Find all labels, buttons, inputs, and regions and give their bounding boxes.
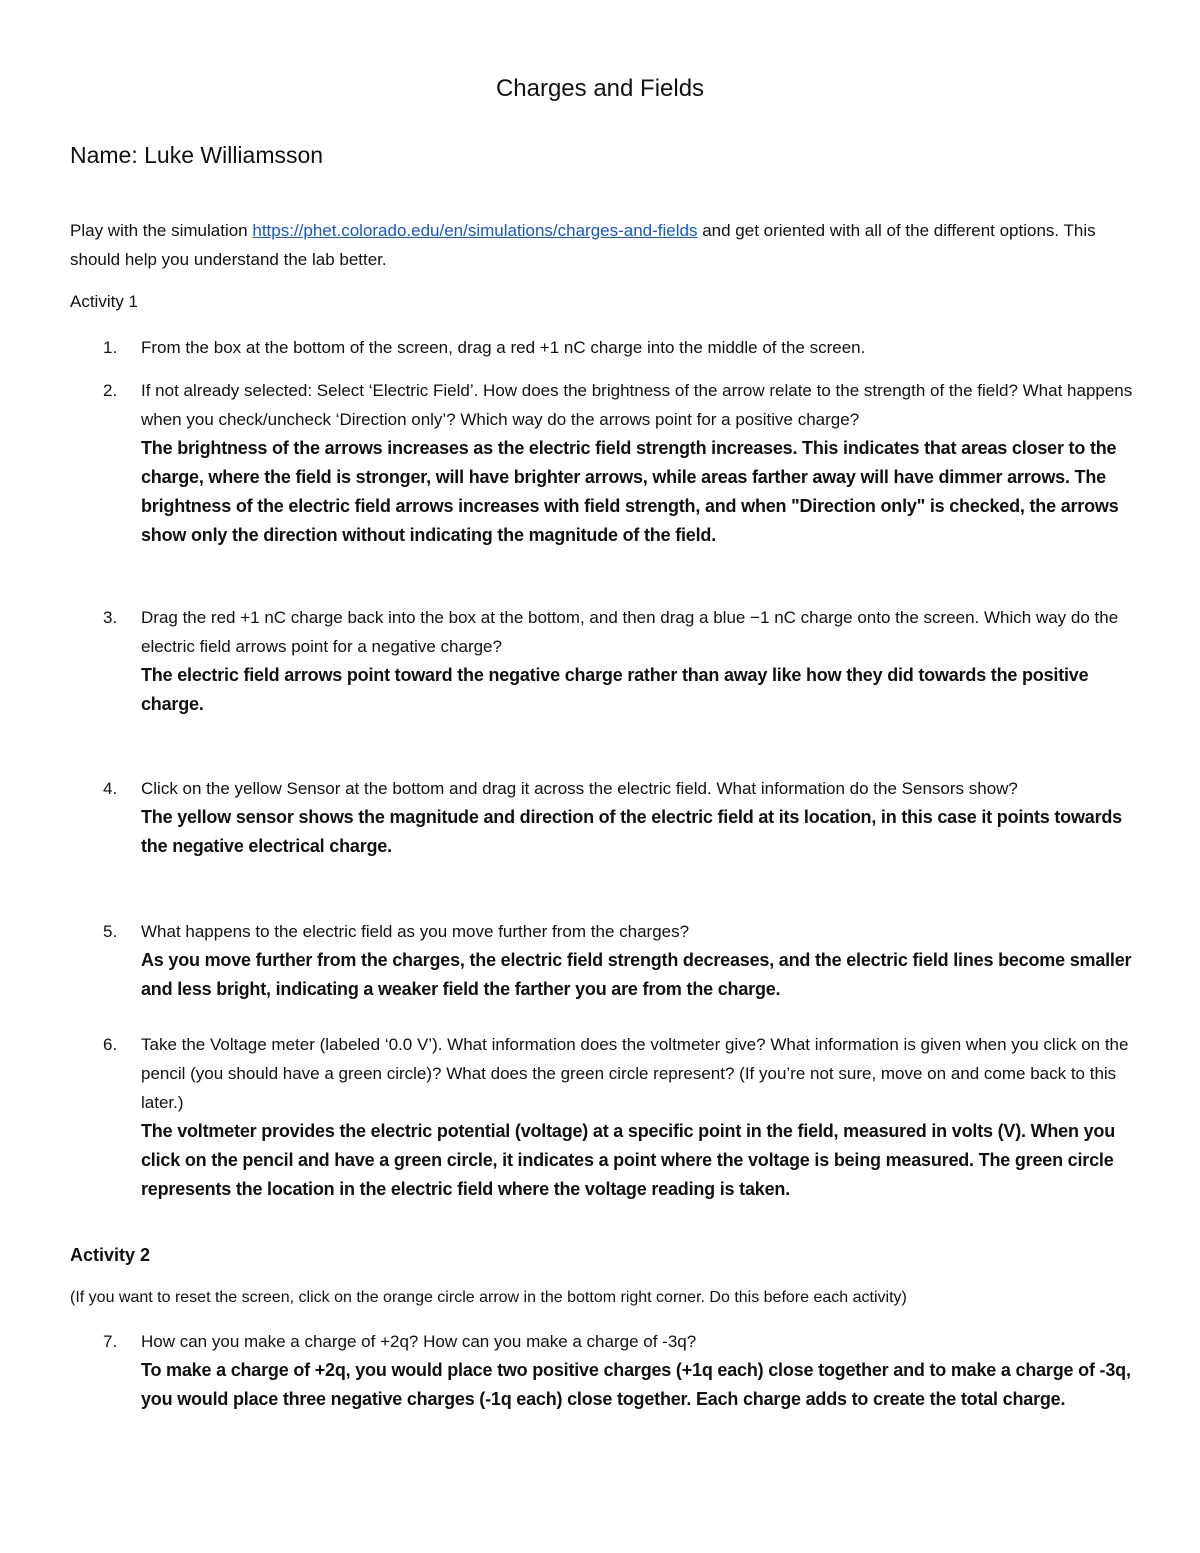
intro-text-after: and get oriented with all of the different options. This should help you understand the lab better. xyxy=(70,221,1096,269)
list-item xyxy=(70,774,1140,861)
item-number: 5. xyxy=(103,922,118,941)
item-number: 2. xyxy=(103,381,118,400)
item-answer: The yellow sensor shows the magnitude and direction of the electric field at its location, in this case it points towards the negative electrical charge. xyxy=(141,807,1122,856)
item-number: 1. xyxy=(103,338,118,357)
item-question: Drag the red +1 nC charge back into the box at the bottom, and then drag a blue −1 nC charge onto the screen. Which way do the electric field arrows point for a negative charge? xyxy=(141,608,1119,656)
list-item xyxy=(70,917,1140,1004)
document-title: Charges and Fields xyxy=(495,75,705,102)
item-number: 4. xyxy=(103,779,118,798)
list-item xyxy=(70,1327,1140,1414)
item-question: Take the Voltage meter (labeled ‘0.0 V’). What information does the voltmeter give? What information is given when you click on the pencil (you should have a green circle)? What does the green circle represent? (If you’re not sure, move on and come back to this later.) xyxy=(141,1035,1129,1112)
item-question: What happens to the electric field as you move further from the charges? xyxy=(141,922,690,941)
item-question: From the box at the bottom of the screen, drag a red +1 nC charge into the middle of the screen. xyxy=(141,338,866,357)
item-question: How can you make a charge of +2q? How can you make a charge of -3q? xyxy=(141,1332,697,1351)
item-answer: To make a charge of +2q, you would place two positive charges (+1q each) close together and to make a charge of -3q, you would place three negative charges (-1q each) close together. Each charge adds to create the total charge. xyxy=(141,1360,1131,1409)
activity-2-note: (If you want to reset the screen, click on the orange circle arrow in the bottom right corner. Do this before each activity) xyxy=(70,1289,907,1306)
list-item xyxy=(70,603,1140,719)
item-number: 3. xyxy=(103,608,118,627)
activity-2-heading: Activity 2 xyxy=(70,1245,151,1265)
list-item xyxy=(70,376,1140,550)
item-number: 6. xyxy=(103,1035,118,1054)
item-answer: As you move further from the charges, the electric field strength decreases, and the electric field lines become smaller and less bright, indicating a weaker field the farther you are from the charge. xyxy=(141,950,1132,999)
intro-paragraph xyxy=(70,216,1140,274)
item-answer: The electric field arrows point toward the negative charge rather than away like how they did towards the positive charge. xyxy=(141,665,1089,714)
intro-text-before: Play with the simulation xyxy=(70,221,253,240)
item-question: Click on the yellow Sensor at the bottom and drag it across the electric field. What information do the Sensors show? xyxy=(141,779,1018,798)
list-item xyxy=(70,1030,1140,1204)
list-item xyxy=(70,333,1140,362)
item-answer: The brightness of the arrows increases as the electric field strength increases. This indicates that areas closer to the charge, where the field is stronger, will have brighter arrows, while areas farther away will have dimmer arrows. The brightness of the electric field arrows increases with field strength, and when "Direction only" is checked, the arrows show only the direction without indicating the magnitude of the field. xyxy=(141,438,1119,545)
activity-1-heading: Activity 1 xyxy=(70,292,139,311)
item-answer: The voltmeter provides the electric potential (voltage) at a specific point in the field, measured in volts (V). When you click on the pencil and have a green circle, it indicates a point where the voltage is being measured. The green circle represents the location in the electric field where the voltage reading is taken. xyxy=(141,1121,1115,1199)
simulation-link[interactable]: https://phet.colorado.edu/en/simulations/charges-and-fields xyxy=(252,221,698,240)
item-number: 7. xyxy=(103,1332,118,1351)
item-question: If not already selected: Select ‘Electric Field’. How does the brightness of the arrow relate to the strength of the field? What happens when you check/uncheck ‘Direction only’? Which way do the arrows point for a positive charge? xyxy=(141,381,1133,429)
student-name: Name: Luke Williamsson xyxy=(70,142,324,168)
